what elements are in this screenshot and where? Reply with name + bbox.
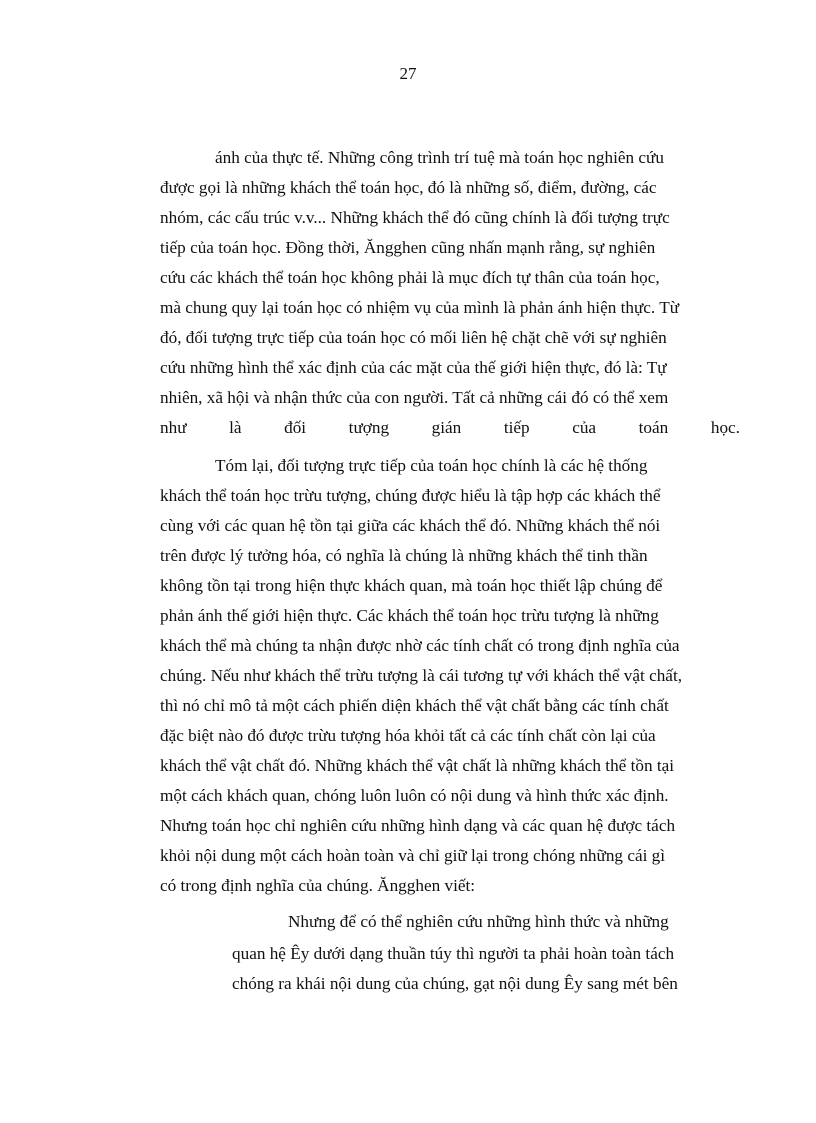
- text-line: cứu những hình thể xác định của các mặt của thế giới hiện thực, đó là: Tự: [160, 358, 667, 377]
- text-line: nhóm, các cấu trúc v.v... Những khách thể đó cũng chính là đối tượng trực: [160, 208, 670, 227]
- word: đối: [284, 418, 307, 437]
- word: tượng: [348, 418, 390, 437]
- text-line: trên được lý tưởng hóa, có nghĩa là chúng là những khách thể tinh thần: [160, 546, 648, 565]
- text-line: Nhưng toán học chỉ nghiên cứu những hình dạng và các quan hệ được tách: [160, 816, 676, 835]
- text-line: Tóm lại, đối tượng trực tiếp của toán học chính là các hệ thống: [215, 456, 648, 475]
- justified-text-line: [160, 418, 740, 438]
- quote-line: Nhưng để có thể nghiên cứu những hình thức và những: [288, 912, 669, 931]
- text-line: cứu các khách thể toán học không phải là mục đích tự thân của toán học,: [160, 268, 660, 287]
- page-number: 27: [399, 64, 417, 83]
- text-line: chúng. Nếu như khách thể trừu tượng là cái tương tự với khách thể vật chất,: [160, 666, 683, 685]
- quote-line: chóng ra khái nội dung của chúng, gạt nội dung Êy sang mét bên: [232, 974, 678, 993]
- text-line: đó, đối tượng trực tiếp của toán học có mối liên hệ chặt chẽ với sự nghiên: [160, 328, 667, 347]
- text-line: khách thể toán học trừu tượng, chúng được hiểu là tập hợp các khách thể: [160, 486, 661, 505]
- text-line: có trong định nghĩa của chúng. Ăngghen viết:: [160, 876, 476, 895]
- text-line: không tồn tại trong hiện thực khách quan, mà toán học thiết lập chúng để: [160, 576, 663, 595]
- word: tiếp: [503, 418, 530, 437]
- quote-line: quan hệ Êy dưới dạng thuần túy thì người ta phải hoàn toàn tách: [232, 944, 675, 963]
- text-line: mà chung quy lại toán học có nhiệm vụ của mình là phản ánh hiện thực. Từ: [160, 298, 680, 317]
- text-line: một cách khách quan, chóng luôn luôn có nội dung và hình thức xác định.: [160, 786, 669, 805]
- text-line: cùng với các quan hệ tồn tại giữa các khách thể đó. Những khách thể nói: [160, 516, 661, 535]
- text-line: đặc biệt nào đó được trừu tượng hóa khỏi tất cả các tính chất còn lại của: [160, 726, 656, 745]
- text-line: thì nó chỉ mô tả một cách phiến diện khách thể vật chất bằng các tính chất: [160, 696, 669, 715]
- text-line: nhiên, xã hội và nhận thức của con người. Tất cả những cái đó có thể xem: [160, 388, 669, 407]
- word: học.: [710, 418, 740, 437]
- word: là: [229, 418, 242, 437]
- text-line: được gọi là những khách thể toán học, đó là những số, điểm, đường, các: [160, 178, 657, 197]
- text-line: tiếp của toán học. Đồng thời, Ăngghen cũng nhấn mạnh rằng, sự nghiên: [160, 238, 656, 257]
- text-line: phản ánh thế giới hiện thực. Các khách thể toán học trừu tượng là những: [160, 606, 659, 625]
- word: như: [160, 418, 187, 437]
- text-line: khỏi nội dung một cách hoàn toàn và chỉ giữ lại trong chóng những cái gì: [160, 846, 666, 865]
- word: gián: [431, 418, 462, 437]
- word: toán: [638, 418, 669, 437]
- word: của: [572, 418, 597, 437]
- text-line: khách thể mà chúng ta nhận được nhờ các tính chất có trong định nghĩa của: [160, 636, 680, 655]
- text-line: ánh của thực tế. Những công trình trí tuệ mà toán học nghiên cứu: [215, 148, 664, 167]
- text-line: khách thể vật chất đó. Những khách thể vật chất là những khách thể tồn tại: [160, 756, 675, 775]
